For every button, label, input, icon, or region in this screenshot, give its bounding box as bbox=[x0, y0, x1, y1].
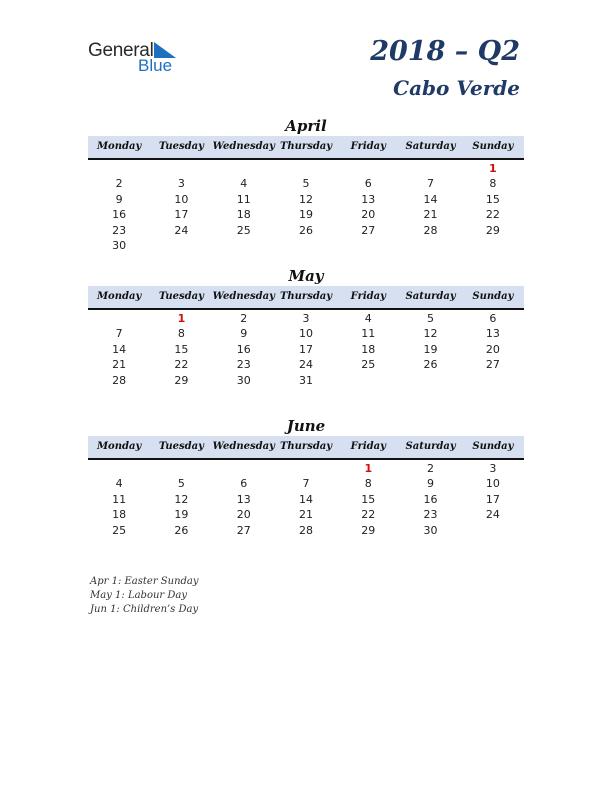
day-cell: 19 bbox=[423, 342, 438, 356]
day-cell: 18 bbox=[112, 508, 127, 522]
day-cell: 1 bbox=[364, 462, 373, 475]
day-cell bbox=[399, 238, 461, 253]
weekday-label: Sunday bbox=[472, 141, 514, 152]
week-row bbox=[88, 461, 524, 476]
weekday-label: Tuesday bbox=[158, 141, 204, 152]
day-cell: 13 bbox=[361, 192, 376, 206]
day-cell: 21 bbox=[423, 208, 438, 222]
day-cell bbox=[462, 373, 524, 388]
day-cell: 5 bbox=[302, 177, 310, 191]
day-cell: 10 bbox=[298, 327, 313, 341]
day-cell bbox=[337, 161, 399, 176]
day-cell: 20 bbox=[361, 208, 376, 222]
day-cell bbox=[213, 161, 275, 176]
weekday-label: Sunday bbox=[472, 291, 514, 302]
page-title: 2018 – Q2 bbox=[370, 36, 520, 67]
day-cell: 8 bbox=[177, 327, 185, 341]
day-cell bbox=[150, 461, 212, 476]
day-cell: 3 bbox=[177, 177, 185, 191]
day-cell bbox=[462, 523, 524, 538]
day-cell: 12 bbox=[423, 327, 438, 341]
month-may bbox=[88, 266, 524, 388]
day-cell: 4 bbox=[364, 312, 372, 325]
country-subtitle: Cabo Verde bbox=[393, 76, 520, 100]
week-row bbox=[88, 507, 524, 522]
day-cell: 15 bbox=[361, 492, 376, 506]
day-cell bbox=[275, 238, 337, 253]
day-cell: 26 bbox=[174, 523, 189, 537]
day-cell: 17 bbox=[298, 342, 313, 356]
day-cell bbox=[462, 238, 524, 253]
weekday-label: Saturday bbox=[405, 291, 456, 302]
day-cell: 24 bbox=[485, 508, 500, 522]
day-cell: 3 bbox=[489, 462, 497, 475]
day-grid bbox=[88, 310, 524, 388]
day-cell: 11 bbox=[112, 492, 127, 506]
weekday-label: Monday bbox=[96, 141, 142, 152]
day-cell: 12 bbox=[298, 192, 313, 206]
weekday-header bbox=[88, 136, 524, 160]
week-row bbox=[88, 223, 524, 238]
day-cell bbox=[399, 373, 461, 388]
day-cell: 29 bbox=[361, 523, 376, 537]
day-cell: 14 bbox=[112, 342, 127, 356]
day-cell: 18 bbox=[361, 342, 376, 356]
weekday-label: Thursday bbox=[279, 291, 333, 302]
day-cell: 16 bbox=[236, 342, 251, 356]
weekday-label: Monday bbox=[96, 441, 142, 452]
day-cell: 5 bbox=[177, 477, 185, 491]
week-row bbox=[88, 207, 524, 222]
weekday-label: Wednesday bbox=[212, 441, 275, 452]
day-cell: 7 bbox=[302, 477, 310, 491]
weekday-label: Wednesday bbox=[212, 291, 275, 302]
day-cell bbox=[88, 461, 150, 476]
day-cell: 8 bbox=[489, 177, 497, 191]
day-cell: 24 bbox=[174, 223, 189, 237]
day-cell: 4 bbox=[115, 477, 123, 491]
day-cell: 14 bbox=[423, 192, 438, 206]
logo-general-text: General bbox=[88, 40, 154, 61]
weekday-label: Friday bbox=[350, 141, 386, 152]
day-cell: 2 bbox=[240, 312, 248, 325]
day-grid bbox=[88, 160, 524, 253]
day-cell: 3 bbox=[302, 312, 310, 325]
day-cell: 14 bbox=[298, 492, 313, 506]
day-cell: 30 bbox=[112, 238, 127, 252]
holiday-note: May 1: Labour Day bbox=[90, 590, 187, 601]
weekday-label: Thursday bbox=[279, 441, 333, 452]
day-cell: 22 bbox=[485, 208, 500, 222]
logo-blue-text: Blue bbox=[138, 56, 173, 75]
weekday-label: Saturday bbox=[405, 141, 456, 152]
day-grid bbox=[88, 460, 524, 538]
day-cell: 27 bbox=[236, 523, 251, 537]
day-cell: 6 bbox=[364, 177, 372, 191]
day-cell: 22 bbox=[361, 508, 376, 522]
weekday-label: Sunday bbox=[472, 441, 514, 452]
day-cell: 16 bbox=[112, 208, 127, 222]
day-cell bbox=[337, 238, 399, 253]
day-cell: 16 bbox=[423, 492, 438, 506]
day-cell: 28 bbox=[298, 523, 313, 537]
day-cell: 6 bbox=[240, 477, 248, 491]
day-cell bbox=[88, 161, 150, 176]
day-cell: 23 bbox=[423, 508, 438, 522]
day-cell: 2 bbox=[427, 462, 435, 475]
day-cell: 17 bbox=[174, 208, 189, 222]
day-cell: 31 bbox=[298, 373, 313, 387]
weekday-header bbox=[88, 286, 524, 310]
month-title: May bbox=[288, 267, 324, 285]
logo bbox=[88, 38, 188, 78]
day-cell: 18 bbox=[236, 208, 251, 222]
day-cell: 11 bbox=[236, 192, 251, 206]
day-cell: 21 bbox=[298, 508, 313, 522]
weekday-header bbox=[88, 436, 524, 460]
month-april bbox=[88, 116, 524, 253]
day-cell: 23 bbox=[236, 358, 251, 372]
day-cell: 29 bbox=[485, 223, 500, 237]
day-cell: 30 bbox=[423, 523, 438, 537]
weekday-label: Tuesday bbox=[158, 441, 204, 452]
day-cell: 27 bbox=[361, 223, 376, 237]
day-cell: 11 bbox=[361, 327, 376, 341]
month-title: April bbox=[285, 117, 327, 135]
day-cell: 12 bbox=[174, 492, 189, 506]
day-cell: 13 bbox=[485, 327, 500, 341]
day-cell: 1 bbox=[177, 312, 186, 325]
day-cell: 13 bbox=[236, 492, 251, 506]
week-row bbox=[88, 342, 524, 357]
week-row bbox=[88, 326, 524, 341]
day-cell bbox=[213, 238, 275, 253]
day-cell: 7 bbox=[115, 327, 123, 341]
day-cell bbox=[150, 238, 212, 253]
day-cell: 7 bbox=[427, 177, 435, 191]
day-cell: 9 bbox=[427, 477, 435, 491]
month-june bbox=[88, 416, 524, 538]
day-cell: 15 bbox=[485, 192, 500, 206]
day-cell: 10 bbox=[174, 192, 189, 206]
day-cell: 4 bbox=[240, 177, 248, 191]
week-row bbox=[88, 238, 524, 253]
day-cell bbox=[88, 311, 150, 326]
week-row bbox=[88, 523, 524, 538]
weekday-label: Friday bbox=[350, 441, 386, 452]
day-cell bbox=[150, 161, 212, 176]
day-cell: 15 bbox=[174, 342, 189, 356]
day-cell: 29 bbox=[174, 373, 189, 387]
day-cell: 1 bbox=[489, 162, 497, 175]
day-cell: 20 bbox=[236, 508, 251, 522]
weekday-label: Thursday bbox=[279, 141, 333, 152]
day-cell: 25 bbox=[361, 358, 376, 372]
day-cell: 22 bbox=[174, 358, 189, 372]
day-cell: 23 bbox=[112, 223, 127, 237]
day-cell: 21 bbox=[112, 358, 127, 372]
week-row bbox=[88, 357, 524, 372]
day-cell: 19 bbox=[174, 508, 189, 522]
day-cell: 25 bbox=[112, 523, 127, 537]
day-cell: 26 bbox=[298, 223, 313, 237]
day-cell: 19 bbox=[298, 208, 313, 222]
day-cell: 10 bbox=[485, 477, 500, 491]
day-cell: 9 bbox=[115, 192, 123, 206]
weekday-label: Friday bbox=[350, 291, 386, 302]
day-cell: 26 bbox=[423, 358, 438, 372]
day-cell: 9 bbox=[240, 327, 248, 341]
day-cell: 28 bbox=[112, 373, 127, 387]
day-cell: 17 bbox=[485, 492, 500, 506]
day-cell bbox=[337, 373, 399, 388]
day-cell bbox=[213, 461, 275, 476]
day-cell: 5 bbox=[427, 312, 435, 325]
day-cell: 25 bbox=[236, 223, 251, 237]
day-cell: 20 bbox=[485, 342, 500, 356]
holiday-notes bbox=[90, 575, 199, 617]
weekday-label: Tuesday bbox=[158, 291, 204, 302]
day-cell bbox=[399, 161, 461, 176]
day-cell: 27 bbox=[485, 358, 500, 372]
day-cell: 2 bbox=[115, 177, 123, 191]
day-cell bbox=[275, 461, 337, 476]
week-row bbox=[88, 192, 524, 207]
month-title: June bbox=[286, 417, 326, 435]
week-row bbox=[88, 176, 524, 191]
weekday-label: Wednesday bbox=[212, 141, 275, 152]
day-cell: 6 bbox=[489, 312, 497, 325]
day-cell: 8 bbox=[364, 477, 372, 491]
day-cell: 28 bbox=[423, 223, 438, 237]
weekday-label: Monday bbox=[96, 291, 142, 302]
day-cell: 24 bbox=[298, 358, 313, 372]
week-row bbox=[88, 476, 524, 491]
holiday-note: Jun 1: Children’s Day bbox=[90, 604, 199, 615]
day-cell: 30 bbox=[236, 373, 251, 387]
week-row bbox=[88, 311, 524, 326]
week-row bbox=[88, 492, 524, 507]
weekday-label: Saturday bbox=[405, 441, 456, 452]
holiday-note: Apr 1: Easter Sunday bbox=[90, 576, 199, 587]
day-cell bbox=[275, 161, 337, 176]
week-row bbox=[88, 373, 524, 388]
week-row bbox=[88, 161, 524, 176]
